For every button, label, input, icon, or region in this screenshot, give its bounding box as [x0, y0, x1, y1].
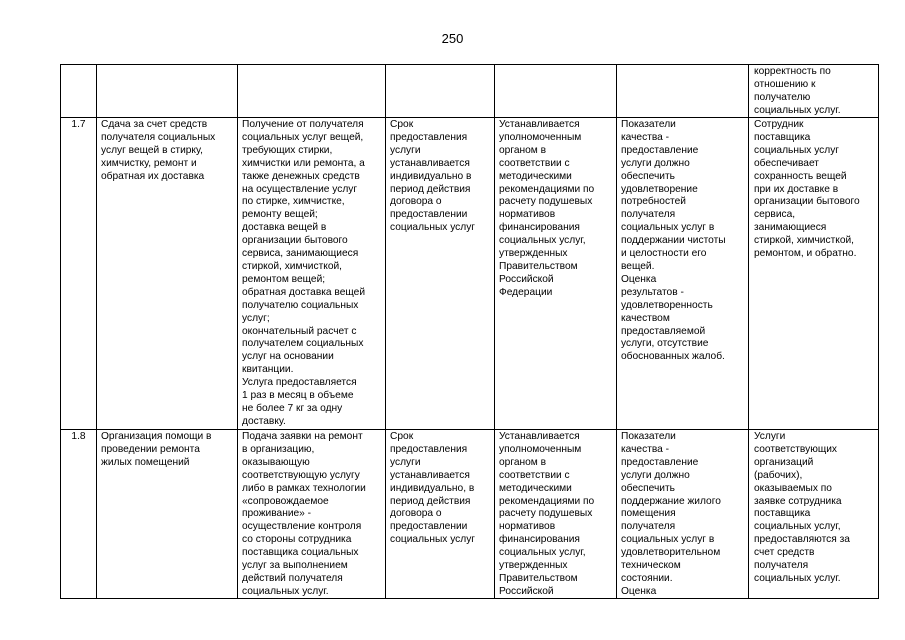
cell-service-content: Подача заявки на ремонт в организацию, оказывающую соответствующую услугу либо в рамках технологии «сопровождаемое проживание» - осуществление контроля со стороны сотрудника поставщика социальных услуг за выполнением действий получателя социальных услуг.: [242, 431, 366, 597]
cell-conditions: корректность по отношению к получателю социальных услуг.: [754, 66, 841, 116]
table-rule: [748, 64, 749, 599]
cell-deadline: Срок предоставления услуги устанавливается индивидуально, в период действия договора о предоставлении социальных услуг: [390, 431, 476, 546]
cell-quality: Показатели качества - предоставление услуги должно обеспечить поддержание жилого помещения получателя социальных услуг в удовлетворительном техническом состоянии. Оценка: [621, 431, 721, 597]
cell-service-name: Сдача за счет средств получателя социальных услуг вещей в стирку, химчистку, ремонт и обратная их доставка: [101, 119, 216, 182]
cell-service-name: Организация помощи в проведении ремонта жилых помещений: [101, 431, 212, 468]
cell-number: 1.7: [71, 119, 86, 130]
cell-quality: Показатели качества - предоставление услуги должно обеспечить удовлетворение потребностей получателя социальных услуг в поддержании чистоты и целостности его вещей. Оценка результатов - удовлетворенность качеством предоставляемой услуги, отсутствие обоснованных жалоб.: [621, 119, 726, 363]
table-rule: [60, 598, 878, 599]
table-rule: [60, 64, 878, 65]
cell-number: 1.8: [71, 431, 86, 442]
table-rule: [237, 64, 238, 599]
cell-conditions: Сотрудник поставщика социальных услуг обеспечивает сохранность вещей при их доставке в организации бытового сервиса, занимающиеся стиркой, химчисткой, ремонтом, и обратно.: [754, 119, 860, 260]
table-rule: [878, 64, 879, 599]
table-rule: [616, 64, 617, 599]
table-rule: [385, 64, 386, 599]
cell-norms: Устанавливается уполномоченным органом в соответствии с методическими рекомендациями по расчету подушевых нормативов финансирования социальных услуг, утвержденных Правительством Российской: [499, 431, 595, 597]
cell-service-content: Получение от получателя социальных услуг вещей, требующих стирки, химчистки или ремонта, а также денежных средств на осуществление услуг по стирке, химчистке, ремонту вещей; доставка вещей в организации бытового сервиса, занимающиеся стиркой, химчисткой, ремонтом вещей; обратная доставка вещей получателю социальных услуг; окончательный расчет с получателем социальных услуг на основании квитанции. Услуга предоставляется 1 раз в месяц в объеме не более 7 кг за одну доставку.: [242, 119, 366, 427]
table-rule: [494, 64, 495, 599]
cell-deadline: Срок предоставления услуги устанавливается индивидуально в период действия договора о предоставлении социальных услуг: [390, 119, 476, 234]
table-rule: [60, 429, 878, 430]
table-rule: [96, 64, 97, 599]
cell-norms: Устанавливается уполномоченным органом в соответствии с методическими рекомендациями по расчету подушевых нормативов финансирования социальных услуг, утвержденных Правительством Российской Федерации: [499, 119, 595, 298]
cell-conditions: Услуги соответствующих организаций (рабочих), оказываемых по заявке сотрудника поставщика социальных услуг, предоставляются за счет средств получателя социальных услуг.: [754, 431, 850, 584]
page-number: 250: [441, 31, 464, 46]
